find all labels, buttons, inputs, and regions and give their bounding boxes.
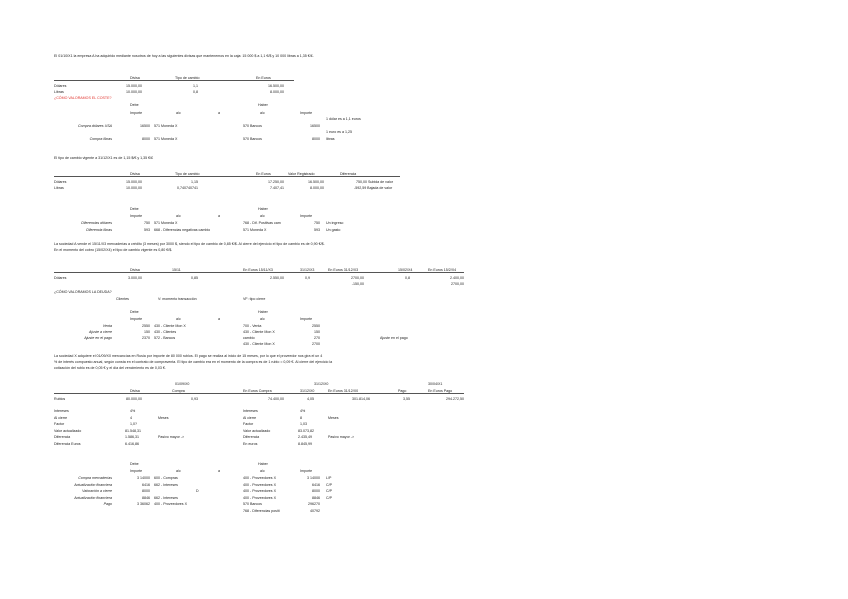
calc-value: 1,03 [300, 422, 307, 426]
calc-label: Diferencia [243, 435, 260, 439]
question: ¿CÓMO VALORAMOS LA DEUDA? [54, 290, 112, 294]
journal-col: a [218, 111, 220, 115]
col-header: En Euros [256, 172, 271, 176]
col-header: En Euros Compra [243, 389, 272, 393]
journal-col: Importe [130, 317, 143, 321]
entry-amount: 8846 [142, 495, 150, 500]
entry-account: 400 - Proveedores X [243, 476, 276, 480]
cell: 1,15 [191, 180, 198, 184]
calc-value: 83.073,82 [298, 429, 314, 433]
calc-label: En euros [243, 442, 258, 446]
entry-amount: 8000 [142, 137, 150, 141]
col-header: 15/11 [172, 268, 181, 272]
journal-col: a/c [176, 469, 181, 473]
cell: 294.272,50 [446, 397, 464, 401]
question: ¿CÓMO VALORAMOS EL COSTE? [54, 96, 112, 100]
calc-label: Valor actualizado [243, 429, 271, 433]
date-header: 30/04/X1 [428, 382, 443, 386]
label: V: momento transacción [158, 297, 197, 301]
calc-label: Valor actualizado [54, 429, 82, 433]
col-header: En Euros Pago [428, 389, 453, 393]
calc-value: 4% [130, 409, 136, 413]
row-label: Rublos [54, 397, 66, 401]
section2-intro: El tipo de cambio vigente a 31/12/X1 es de 1,15 $/€ y 1,35 €/£ [54, 156, 154, 160]
entry-label: Valoración a cierre [82, 489, 112, 494]
journal-col: a/c [260, 214, 265, 218]
journal-col: Importe [300, 317, 313, 321]
entry-amount: 150 [314, 330, 320, 334]
journal-col: a/c [260, 317, 265, 321]
journal-col: a/c [176, 111, 181, 115]
journal-haber: Haber [258, 207, 268, 211]
col-header: En Euros 15/2/X4 [428, 268, 457, 272]
entry-amount: 270 [314, 336, 320, 340]
entry-amount: 2550 [312, 324, 320, 328]
note: Un gasto [326, 228, 341, 232]
calc-label: Factor [243, 422, 254, 426]
cell: 0,9 [305, 276, 310, 280]
journal-col: a/c [260, 111, 265, 115]
calc-label: Factor [54, 422, 65, 426]
entry-marker: D [196, 489, 199, 494]
entry-amount: 40792 [310, 509, 320, 513]
entry-account: 571 Moneda X [243, 228, 267, 232]
calc-value: 4 [130, 416, 132, 420]
entry-amount: 3 36062 [137, 502, 150, 507]
entry-amount: 150 [144, 330, 150, 334]
entry-label: Venta [102, 324, 112, 328]
cell: 2700,00 [351, 276, 364, 280]
entry-amount: 6416 [312, 482, 320, 487]
note: Ajuste en el pago [380, 336, 408, 340]
entry-label: Pago [103, 502, 112, 507]
row-label: Libras [54, 186, 64, 190]
entry-account: 571 Moneda X [154, 124, 178, 128]
entry-account: 570 Bancos [243, 502, 262, 507]
cell: 2.400,00 [450, 276, 464, 280]
entry-amount: 6416 [142, 482, 150, 487]
cell: 7.407,41 [270, 186, 284, 190]
entry-account: 570 Bancos [243, 124, 262, 128]
note: libras [326, 137, 335, 141]
entry-term: L/P [326, 476, 332, 480]
cell: 3,55 [403, 397, 410, 401]
entry-amount: 8000 [312, 489, 320, 494]
cell: 0,8 [193, 90, 198, 94]
entry-label: Ajuste en el pago [84, 336, 112, 340]
entry-account: 700 - Venta [243, 324, 262, 328]
entry-account: 662 - Intereses [154, 495, 178, 500]
journal-col: a/c [176, 317, 181, 321]
entry-account: 400 - Proveedores X [154, 502, 187, 507]
col-header: 15/02/X4 [398, 268, 413, 272]
journal-col: a [218, 214, 220, 218]
calc-value: 6.416,86 [125, 442, 139, 446]
entry-amount: 593 [314, 228, 320, 232]
entry-account: 430 - Cliente Mon X [243, 330, 275, 334]
journal-col: Importe [130, 111, 143, 115]
entry-label: Compra libras [89, 137, 112, 141]
journal-col: a/c [260, 469, 265, 473]
entry-account: 668 - Diferencias negativas cambio [154, 228, 211, 232]
col-header: 31/12/X0 [300, 389, 315, 393]
calc-label: Al cierre [243, 416, 257, 420]
col-header: 31/12/X3 [300, 268, 315, 272]
calc-label: Al cierre [54, 416, 68, 420]
entry-account: 768 - Diferencias positi [243, 509, 280, 513]
entry-account: 400 - Proveedores X [243, 482, 276, 487]
entry-label: Ajuste a cierre [89, 330, 112, 334]
entry-account: 572 - Bancos [154, 336, 176, 340]
cell: 4,05 [307, 397, 314, 401]
cell: 8.000,00 [270, 90, 284, 94]
entry-term: C/P [326, 495, 332, 500]
cell: 16.500,00 [268, 84, 284, 88]
col-header: Divisa [130, 268, 140, 272]
calc-label: Intereses [243, 409, 258, 413]
col-header: En Euros [256, 76, 271, 80]
calc-unit: Meses [328, 416, 339, 420]
entry-amount: 3 14000 [307, 476, 320, 480]
entry-account: 768 - Dif. Positivas cam [243, 221, 281, 225]
journal-debe: Debe [130, 462, 139, 466]
col-header: Divisa [130, 389, 140, 393]
section3-intro: En el momento del cobro (15/02/X4) el tipo de cambio vigente es 0,80 €/$. [54, 248, 173, 252]
entry-term: C/P [326, 489, 332, 494]
section4-intro: cotización del rublo es de 0,05 € y el día del vencimiento es de 0,03 €. [54, 366, 166, 370]
journal-col: Importe [300, 214, 313, 218]
entry-account: 571 Moneda X [154, 221, 178, 225]
entry-amount: 8000 [312, 137, 320, 141]
calc-note: Pasivo mayor -> [328, 435, 355, 439]
cell: 15.000,00 [126, 180, 142, 184]
cell: 2700,00 [451, 282, 464, 286]
col-header: Divisa [130, 76, 140, 80]
entry-label: Compra mercaderías [78, 476, 112, 480]
entry-account: cambio [243, 336, 255, 340]
col-header: Pago [398, 389, 407, 393]
journal-haber: Haber [258, 103, 268, 107]
note: 1 euro es a 1,25 [326, 130, 352, 134]
col-header: En Euros 31/12/X0 [328, 389, 359, 393]
entry-label: Actualización financiera [74, 495, 112, 500]
cell: 0,740740741 [177, 186, 198, 190]
entry-account: 570 Bancos [243, 137, 262, 141]
note: 1 dólar es a 1,1 euros [326, 117, 361, 121]
entry-amount: 16500 [310, 124, 320, 128]
calc-label: Diferencia [54, 435, 71, 439]
entry-account: 662 - Intereses [154, 482, 178, 487]
cell: 1,1 [193, 84, 198, 88]
date-header: 01/09/X0 [175, 382, 190, 386]
cell: 74.400,00 [268, 397, 284, 401]
row-label: Dólares [54, 180, 67, 184]
row-label: Dólares [54, 276, 67, 280]
cell: 10.000,00 [126, 90, 142, 94]
journal-col: Importe [300, 111, 313, 115]
cell: 17.250,00 [268, 180, 284, 184]
section4-intro: La sociedad X adquiere el 01/09/X0 mercancías en Rusia por importe de 80 000 rublos. El pago se realiza al inicio de 15 meses, por lo que el proveedor nos gira el un 4 [54, 354, 323, 358]
cell: 2.550,00 [270, 276, 284, 280]
label: Clientes [116, 297, 129, 301]
journal-debe: Debe [130, 103, 139, 107]
entry-account: 430 - Clientes [154, 330, 177, 334]
cell: -150,00 [351, 282, 364, 286]
note: Un ingreso [326, 221, 344, 225]
journal-col: Importe [300, 469, 313, 473]
col-header: Valor Registrado [288, 172, 315, 176]
entry-amount: 2700 [312, 342, 320, 346]
entry-account: 430 - Cliente Mon X [243, 342, 275, 346]
date-header: 31/12/X0 [314, 382, 329, 386]
col-header: Divisa [130, 172, 140, 176]
journal-col: Importe [130, 214, 143, 218]
entry-account: 400 - Proveedores X [243, 495, 276, 500]
calc-note: Pasivo mayor -> [158, 435, 185, 439]
calc-value: 81.548,31 [125, 429, 141, 433]
journal-haber: Haber [258, 462, 268, 466]
journal-col: a [218, 317, 220, 321]
entry-amount: 2370 [142, 336, 150, 340]
row-label: Dólares [54, 84, 67, 88]
entry-amount: 750 [314, 221, 320, 225]
col-header: Tipo de cambio [175, 172, 200, 176]
cell: 80.000,00 [126, 397, 142, 401]
calc-value: 2.435,49 [298, 435, 312, 439]
col-header: En Euros 15/11/X3 [243, 268, 273, 272]
entry-amount: 8000 [142, 489, 150, 494]
calc-label: Intereses [54, 409, 69, 413]
calc-value: 1,0? [130, 422, 137, 426]
cell: 0,8 [405, 276, 410, 280]
journal-debe: Debe [130, 207, 139, 211]
entry-term: C/P [326, 482, 332, 487]
journal-col: Importe [130, 469, 143, 473]
entry-label: Actualización financiera [74, 482, 112, 487]
cell: 0,85 [191, 276, 198, 280]
entry-amount: 593 [144, 228, 150, 232]
section3-intro: La sociedad A vende el 15/11/X3 mercaderías a crédito (3 meses) por 3000 $, siendo el tipo de cambio de 0,85 €/$. Al cierre del ejercicio el tipo de cambio es de 0,90 €/$. [54, 242, 325, 246]
cell: 3.000,00 [128, 276, 142, 280]
section4-intro: % de interés compuesto anual, según consta en el contrato de compraventa. El tipo de cambio era en el momento de la compra es de 1 rublo = 0,09 €. Al cierre del ejercicio la [54, 360, 333, 364]
journal-haber: Haber [258, 310, 268, 314]
calc-value: 8.845,99 [298, 442, 312, 446]
cell: 15.000,00 [126, 84, 142, 88]
entry-account: 400 - Proveedores X [243, 489, 276, 494]
entry-label: Compra dólares USA [78, 124, 112, 128]
calc-value: 4% [300, 409, 306, 413]
intro-text: El 01/10/X1 la empresa A ha adquirido mediante nosotros de hoy a las siguientes divisas que mantenemos en la caja: 15 000 $ a 1,1 €/$ y 10 000 libras a 1,35 €/£. [54, 54, 314, 58]
entry-amount: 296270 [308, 502, 320, 507]
journal-debe: Debe [130, 310, 139, 314]
entry-label: Diferencias dólares [81, 221, 112, 225]
entry-amount: 750 [144, 221, 150, 225]
entry-amount: 16500 [140, 124, 150, 128]
row-label: Libras [54, 90, 64, 94]
entry-account: 600 - Compras [154, 476, 178, 480]
journal-col: a/c [176, 214, 181, 218]
cell: 16.500,00 [308, 180, 324, 184]
cell: 10.000,00 [126, 186, 142, 190]
cell: 0,93 [191, 397, 198, 401]
entry-account: 430 - Cliente Mon X [154, 324, 186, 328]
cell: 301.814,06 [352, 397, 370, 401]
entry-amount: 2550 [142, 324, 150, 328]
entry-amount: 3 14000 [137, 476, 150, 480]
entry-amount: 8846 [312, 495, 320, 500]
entry-account: 571 Moneda X [154, 137, 178, 141]
calc-value: 8 [300, 416, 302, 420]
col-header: En Euros 31/12/X3 [328, 268, 359, 272]
col-header: Diferencia [340, 172, 357, 176]
col-header: Tipo de cambio [175, 76, 200, 80]
cell: 8.000,00 [310, 186, 324, 190]
cell: -592,59 Bajada de valor [354, 186, 393, 190]
calc-label: Diferencia Euros [54, 442, 81, 446]
calc-unit: Meses [158, 416, 169, 420]
entry-label: Diferencia libras [86, 228, 112, 232]
calc-value: 1.586,31 [125, 435, 139, 439]
journal-col: a [218, 469, 220, 473]
label: VF: tipo cierre [243, 297, 266, 301]
cell: 750,00 Subida de valor [356, 180, 393, 184]
col-header: Compra [172, 389, 185, 393]
